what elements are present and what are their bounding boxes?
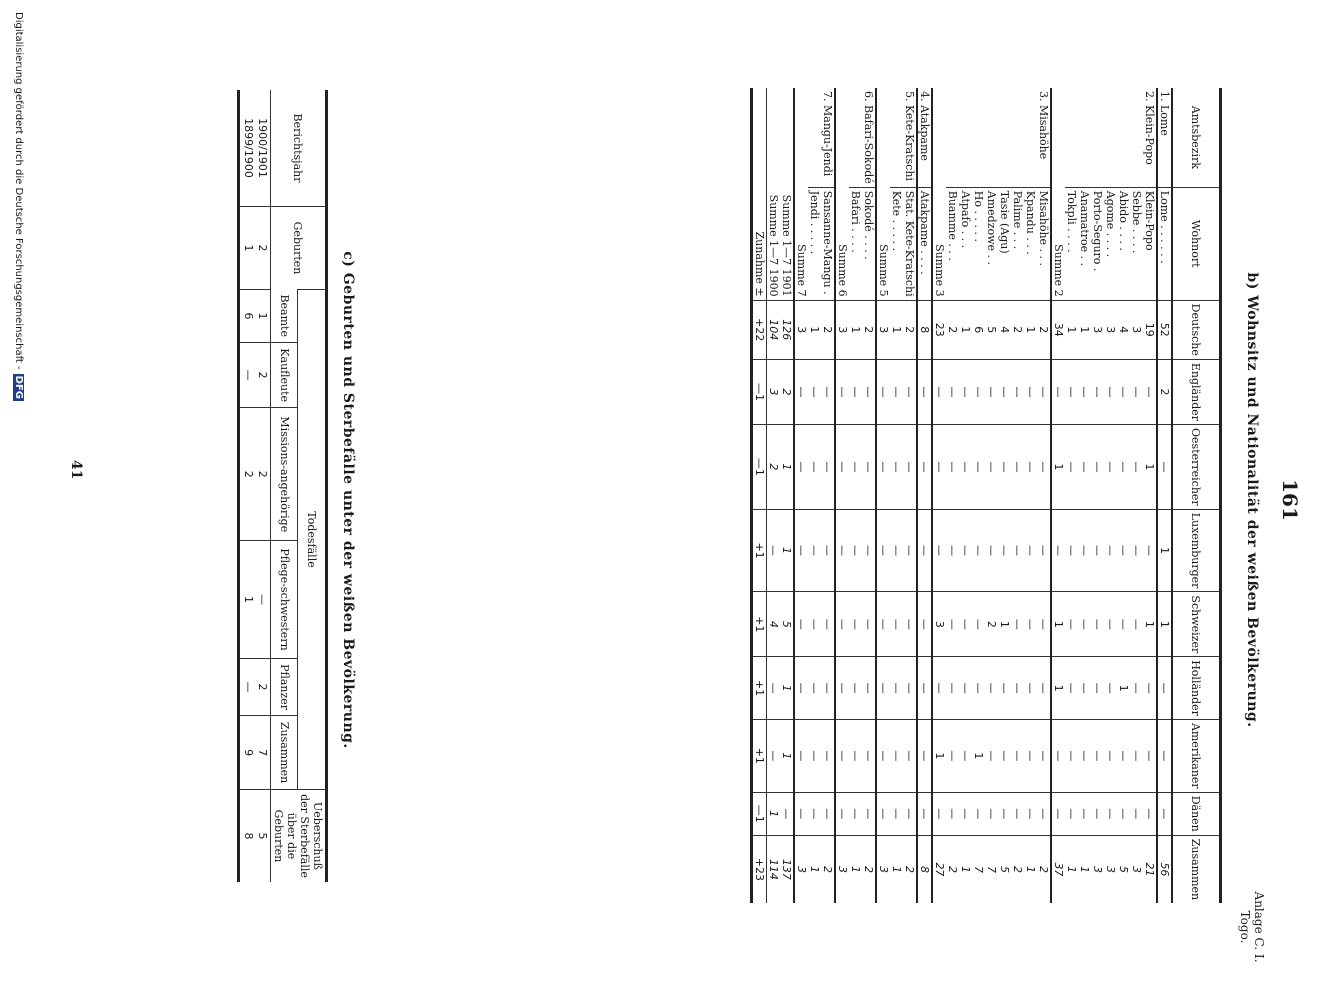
cell-summe: — — [794, 425, 808, 510]
cell-value: 8 — [917, 835, 932, 903]
cell-value: — — [917, 509, 932, 592]
cell-value: — — — [808, 425, 835, 510]
cell-total: 1 — — [767, 509, 795, 592]
cell-summe: 3 — [794, 835, 808, 903]
cell-value: — — — [890, 425, 917, 510]
cell-value: 2 1 — [849, 300, 876, 359]
cell-summe: — — [835, 359, 849, 424]
col-berichtsjahr: Berichtsjahr — [271, 90, 327, 207]
dfg-logo: DFG — [13, 375, 24, 399]
cell-summe: — — [794, 657, 808, 720]
cell-summe-label: Summe 7 — [794, 187, 808, 300]
cell-total: 5 4 — [767, 592, 795, 657]
section-c-title: c) Geburten und Sterbefälle unter der weißen Bevölkerung. — [340, 251, 356, 749]
cell-zunahme: +1 — [752, 592, 767, 657]
col-header-3: Engländer — [1172, 359, 1221, 424]
cell-value: 19 3 4 3 3 1 1 — [1065, 300, 1157, 359]
summe-row — [835, 88, 849, 903]
table-header-row — [1172, 88, 1221, 903]
anlage-text: Anlage C. I. — [1252, 891, 1266, 963]
section-b-title: b) Wohnsitz und Nationalität der weißen Bevölkerung. — [1244, 272, 1260, 728]
table-body — [752, 88, 1173, 903]
cell-summe: — — [835, 657, 849, 720]
cell-value: — — — [890, 592, 917, 657]
summe-row — [1051, 88, 1065, 903]
cell-beamte: 1 6 — [239, 290, 271, 343]
cell-value: — — — — — — — — — [946, 509, 1051, 592]
cell-kaufleute: 2 — — [239, 342, 271, 408]
cell-zunahme-label: Zunahme ± — [752, 88, 767, 300]
cell-value: 2 1 — [808, 835, 835, 903]
cell-summe: — — [835, 719, 849, 792]
cell-zunahme: +1 — [752, 719, 767, 792]
cell-summe: 3 — [876, 300, 890, 359]
zunahme-row — [752, 88, 767, 903]
cell-summe: — — [932, 359, 946, 424]
cell-summe: 3 — [835, 300, 849, 359]
cell-wohnort: Lome . . . . . . — [1157, 187, 1172, 300]
cell-value: — — — [890, 657, 917, 720]
cell-value: 2 1 — [849, 835, 876, 903]
cell-bezirk: 6. Bafari-Sokodé — [835, 88, 876, 187]
cell-zunahme: +1 — [752, 657, 767, 720]
cell-value: 56 — [1157, 835, 1172, 903]
cell-bezirk: 1. Lome — [1157, 88, 1172, 187]
nationality-table — [750, 88, 1222, 903]
cell-summe: — — [835, 592, 849, 657]
cell-value: — — — — — — — — [1065, 359, 1157, 424]
cell-summe: 1 — [1051, 425, 1065, 510]
cell-summe-label: Summe 6 — [835, 187, 849, 300]
cell-value: — — — [808, 359, 835, 424]
cell-bezirk: 4. Atakpame — [917, 88, 932, 187]
col-header-7: Holländer — [1172, 657, 1221, 720]
totals-row — [767, 88, 795, 903]
cell-wohnort: Atakpame . . . . — [917, 187, 932, 300]
cell-summe: 1 — [1051, 592, 1065, 657]
cell-total: 137 114 — [767, 835, 795, 903]
cell-summe: 1 — [1051, 657, 1065, 720]
cell-bezirk: 2. Klein-Popo — [1051, 88, 1157, 187]
cell-total: 2 3 — [767, 359, 795, 424]
cell-value: — — [917, 425, 932, 510]
cell-bezirk: 5. Kete-Kratschi — [876, 88, 917, 187]
col-ueberschuss: Ueberschuß der Sterbefälle über die Geburten — [271, 790, 327, 883]
cell-zunahme: —1 — [752, 425, 767, 510]
cell-summe: — — [1051, 792, 1065, 835]
cell-value: — — — [890, 792, 917, 835]
cell-summe: — — [876, 592, 890, 657]
cell-total: 1 2 — [767, 425, 795, 510]
summe-row — [876, 88, 890, 903]
cell-total: — 1 — [767, 792, 795, 835]
cell-pflege: — 1 — [239, 541, 271, 659]
col-kaufleute: Kaufleute — [271, 342, 298, 408]
cell-summe: — — [876, 719, 890, 792]
cell-summe: — — [794, 509, 808, 592]
cell-value: — — [1157, 719, 1172, 792]
cell-total: 1 — — [767, 719, 795, 792]
cell-value: 1 — — — — — — — [1065, 425, 1157, 510]
col-header-6: Schweizer — [1172, 592, 1221, 657]
cell-summe: — — [794, 792, 808, 835]
table-row — [239, 90, 271, 882]
cell-value: 2 1 — [890, 300, 917, 359]
cell-summe-label: Summe 2 — [1051, 187, 1065, 300]
cell-wohnort: Sansanne-Mangu . Jendi . . . . . — [808, 187, 835, 300]
cell-value: — — — [890, 359, 917, 424]
table-row — [808, 88, 835, 903]
cell-value: — — [1157, 425, 1172, 510]
cell-value: — — — — — — — — — [946, 657, 1051, 720]
cell-pflanzer: 2 — — [239, 658, 271, 715]
cell-wohnort: Klein-Popo Sebbe . . . . Abido . . . . Agome . . . . Porto-Seguro . Anamatroe . . Tokpli . . . . — [1065, 187, 1157, 300]
cell-value: — — [1157, 657, 1172, 720]
cell-summe: — — [794, 719, 808, 792]
footer-mark: 41 — [68, 460, 84, 480]
col-pflege: Pflege-schwestern — [271, 541, 298, 659]
cell-value: — — — [849, 359, 876, 424]
cell-summe: — — [876, 359, 890, 424]
col-beamte: Beamte — [271, 290, 298, 343]
cell-value: 2 — [1157, 359, 1172, 424]
cell-value: — — — [808, 592, 835, 657]
cell-summe: 3 — [876, 835, 890, 903]
cell-summe: — — [876, 425, 890, 510]
cell-value: — — [917, 792, 932, 835]
page-number: 161 — [1278, 479, 1302, 521]
cell-value: — — — — — — — — [1065, 509, 1157, 592]
cell-value: 21 3 5 3 3 1 1 — [1065, 835, 1157, 903]
cell-mission: 2 2 — [239, 408, 271, 541]
cell-summe: 3 — [794, 300, 808, 359]
cell-value: 2 1 — [808, 300, 835, 359]
cell-value: — — — [808, 792, 835, 835]
cell-summe: — — [1051, 359, 1065, 424]
col-header-1: Wohnort — [1172, 187, 1221, 300]
cell-value: — — — [890, 509, 917, 592]
col-header-8: Amerikaner — [1172, 719, 1221, 792]
cell-value: — — — — — 1 — — — [946, 719, 1051, 792]
cell-summe: — — [835, 792, 849, 835]
cell-value: — — — [849, 719, 876, 792]
cell-value: — — — [808, 657, 835, 720]
cell-zunahme: +1 — [752, 509, 767, 592]
col-pflanzer: Pflanzer — [271, 658, 298, 715]
col-zusammen: Zusammen — [271, 716, 298, 790]
cell-total: 126 104 — [767, 300, 795, 359]
cell-total: 1 — — [767, 657, 795, 720]
cell-bezirk: 7. Mangu-Jendi — [794, 88, 835, 187]
cell-summe: 27 — [932, 835, 946, 903]
cell-value: — — — [849, 509, 876, 592]
cell-summe: — — [932, 657, 946, 720]
cell-value: — — — — — — — — — [946, 425, 1051, 510]
cell-value: — — [917, 359, 932, 424]
cell-value: 1 — — — — — — — [1065, 592, 1157, 657]
col-geburten: Geburten — [271, 207, 327, 290]
cell-zusammen: 7 9 — [239, 716, 271, 790]
table-row — [946, 88, 1051, 903]
col-header-0: Amtsbezirk — [1172, 88, 1221, 187]
cell-bezirk: 3. Misahöhe — [932, 88, 1051, 187]
cell-summe: 3 — [932, 592, 946, 657]
col-todesfaelle: Todesfälle — [298, 290, 327, 790]
cell-summe: — — [932, 792, 946, 835]
col-header-4: Oesterreicher — [1172, 425, 1221, 510]
col-header-5: Luxemburger — [1172, 509, 1221, 592]
cell-value: 2 1 — [890, 835, 917, 903]
cell-summe: — — [876, 657, 890, 720]
cell-summe: — — [1051, 719, 1065, 792]
cell-value: — — — — — — — — — [946, 792, 1051, 835]
cell-zunahme: +23 — [752, 835, 767, 903]
cell-summe: — — [794, 592, 808, 657]
cell-summe: — — [876, 792, 890, 835]
births-deaths-table — [237, 90, 328, 882]
cell-value: 2 1 2 4 5 6 1 2 — [946, 300, 1051, 359]
cell-value: — — [917, 719, 932, 792]
cell-value: — — — [890, 719, 917, 792]
summe-row — [932, 88, 946, 903]
cell-value: — — — 1 2 — — — — [946, 592, 1051, 657]
cell-summe: — — [932, 425, 946, 510]
cell-value: — — 1 — — — — — [1065, 657, 1157, 720]
cell-summe: — — [835, 509, 849, 592]
cell-summe: 34 — [1051, 300, 1065, 359]
cell-value: — — [1157, 792, 1172, 835]
table-row — [917, 88, 932, 903]
cell-geburten: 2 1 — [239, 207, 271, 290]
cell-value: — — — — — — — — [1065, 719, 1157, 792]
cell-summe: 1 — [932, 719, 946, 792]
anlage-sub: Togo. — [1238, 910, 1252, 944]
cell-summe: — — [1051, 509, 1065, 592]
cell-value: 8 — [917, 300, 932, 359]
cell-summe-label: Summe 5 — [876, 187, 890, 300]
cell-wohnort: Misahöhe . . . Kpandu . . . Palime . . . Tasie (Agu) Amedzowe . . Ho . . . . . Atpafo . . . Buamme . . . — [946, 187, 1051, 300]
col-header-10: Zusammen — [1172, 835, 1221, 903]
cell-summe: — — [835, 425, 849, 510]
summe-row — [794, 88, 808, 903]
cell-value: — — — — — — — — — [946, 359, 1051, 424]
table-row — [1065, 88, 1157, 903]
cell-value: — — — [849, 592, 876, 657]
cell-jahr: 1900/1901 1899/1900 — [239, 90, 271, 207]
cell-value: 52 — [1157, 300, 1172, 359]
cell-value: 1 — [1157, 509, 1172, 592]
cell-zunahme: —1 — [752, 792, 767, 835]
cell-summe: 37 — [1051, 835, 1065, 903]
digitization-note — [13, 12, 24, 988]
cell-wohnort: Stat. Kete-Kratschi Kete . . . . . — [890, 187, 917, 300]
cell-value: 2 1 2 5 7 7 1 2 — [946, 835, 1051, 903]
cell-wohnort: Sokodé . . . . Bafari . . . . — [849, 187, 876, 300]
cell-value: — — — [849, 657, 876, 720]
digitization-text: Digitalisierung gefördert durch die Deutsche Forschungsgemeinschaft - — [13, 12, 24, 370]
cell-totals-label: Summe 1—7 1901 Summe 1—7 1900 — [767, 88, 795, 300]
cell-value: — — — [849, 425, 876, 510]
cell-ueberschuss: 5 8 — [239, 790, 271, 883]
cell-value: — — [917, 592, 932, 657]
cell-zunahme: +22 — [752, 300, 767, 359]
cell-summe-label: Summe 3 — [932, 187, 946, 300]
cell-value: 1 — [1157, 592, 1172, 657]
cell-value: — — — — — — — — [1065, 792, 1157, 835]
cell-zunahme: —1 — [752, 359, 767, 424]
cell-value: — — — [808, 719, 835, 792]
cell-value: — — — [808, 509, 835, 592]
table-row — [1157, 88, 1172, 903]
table-row — [849, 88, 876, 903]
cell-value: — — — [849, 792, 876, 835]
cell-summe: — — [876, 509, 890, 592]
cell-summe: 23 — [932, 300, 946, 359]
col-mission: Missions-angehörige — [271, 408, 298, 541]
col-header-2: Deutsche — [1172, 300, 1221, 359]
cell-summe: 3 — [835, 835, 849, 903]
cell-summe: — — [932, 509, 946, 592]
cell-summe: — — [794, 359, 808, 424]
table-row — [890, 88, 917, 903]
col-header-9: Dänen — [1172, 792, 1221, 835]
cell-value: — — [917, 657, 932, 720]
